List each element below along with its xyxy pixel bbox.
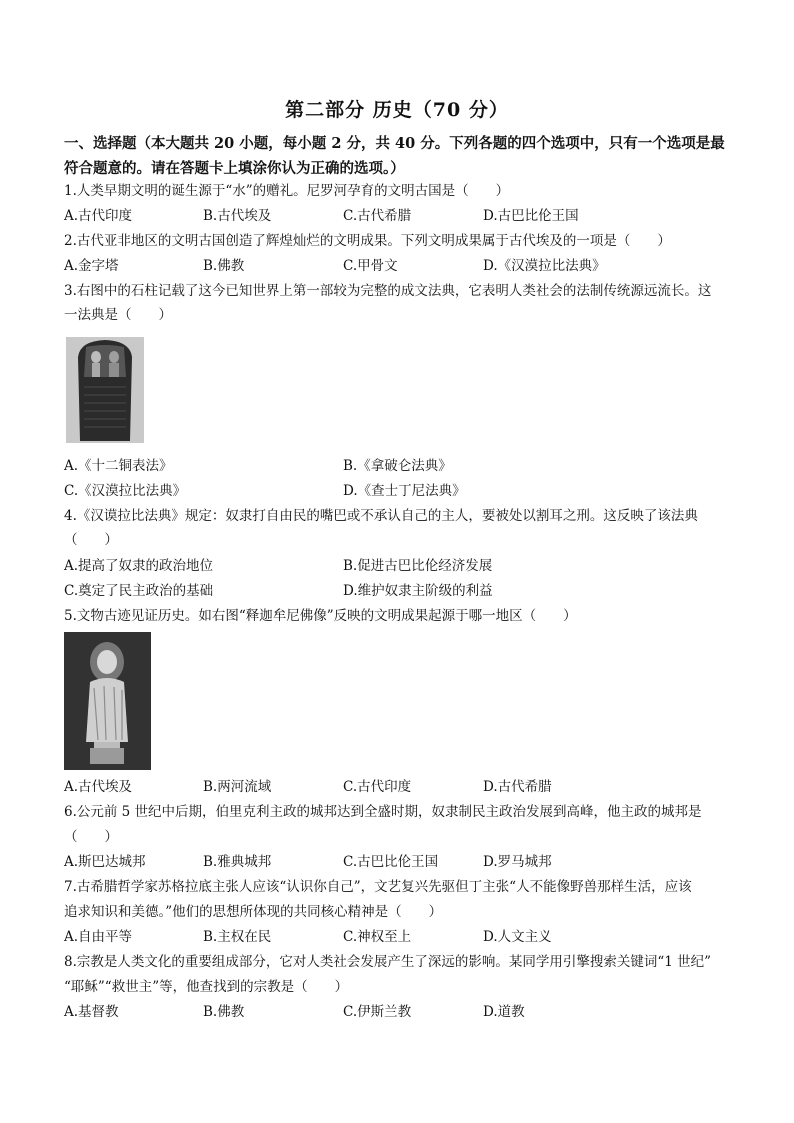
q8-option-c: C.伊斯兰教 [343,1004,412,1020]
question-6-text: 6.公元前 5 世纪中后期，伯里克利主政的城邦达到全盛时期，奴隶制民主政治发展到高峰，他主政的城邦是 [64,804,702,820]
q1-option-b: B.古代埃及 [203,208,272,224]
question-1-text: 1.人类早期文明的诞生源于“水”的赠礼。尼罗河孕育的文明古国是（ ） [64,183,510,199]
q1-option-d: D.古巴比伦王国 [483,208,579,224]
q4-option-c: C.奠定了民主政治的基础 [64,583,214,599]
q8-option-a: A.基督教 [64,1004,119,1020]
q2-option-a: A.金字塔 [64,258,119,274]
question-7-text-cont: 追求知识和美德。”他们的思想所体现的共同核心精神是（ ） [64,904,443,920]
q2-option-b: B.佛教 [203,258,245,274]
question-3-text-cont: 一法典是（ ） [64,307,172,323]
q7-option-a: A.自由平等 [64,929,133,945]
q3-option-c: C.《汉漠拉比法典》 [64,483,187,499]
q7-option-b: B.主权在民 [203,929,272,945]
buddha-statue-image [64,632,151,770]
question-8-text: 8.宗教是人类文化的重要组成部分，它对人类社会发展产生了深远的影响。某同学用引擎搜索关键词“1 世纪” [64,954,712,970]
q3-option-d: D.《查士丁尼法典》 [343,483,466,499]
q5-option-c: C.古代印度 [343,779,412,795]
q7-option-d: D.人文主义 [483,929,552,945]
q6-option-b: B.雅典城邦 [203,854,272,870]
section-heading: 一、选择题（本大题共 20 小题，每小题 2 分，共 40 分。下列各题的四个选项中，只有一个选项是最符合题意的。请在答题卡上填涂你认为正确的选项。） [64,135,725,177]
q4-option-d: D.维护奴隶主阶级的利益 [343,583,493,599]
q1-option-a: A.古代印度 [64,208,133,224]
q3-option-a: A.《十二铜表法》 [64,458,173,474]
hammurabi-stele-image [66,337,144,443]
q7-option-c: C.神权至上 [343,929,412,945]
q4-option-b: B.促进古巴比伦经济发展 [343,558,493,574]
q3-option-b: B.《拿破仑法典》 [343,458,452,474]
question-7-text: 7.古希腊哲学家苏格拉底主张人应该“认识你自己”，文艺复兴先驱但丁主张“人不能像野兽那样生活，应该 [64,879,692,895]
q1-option-c: C.古代希腊 [343,208,412,224]
q5-option-d: D.古代希腊 [483,779,552,795]
q6-option-a: A.斯巴达城邦 [64,854,146,870]
page-title: 第二部分 历史（70 分） [285,99,509,121]
question-4-text: 4.《汉谟拉比法典》规定：奴隶打自由民的嘴巴或不承认自己的主人，要被处以割耳之刑。这反映了该法典 [64,508,698,524]
question-3-text: 3.右图中的石柱记载了这今已知世界上第一部较为完整的成文法典，它表明人类社会的法制传统源远流长。这 [64,283,712,299]
q2-option-d: D.《汉漠拉比法典》 [483,258,606,274]
question-4-text-cont: （ ） [64,532,118,548]
q6-option-c: C.古巴比伦王国 [343,854,439,870]
question-2-text: 2.古代亚非地区的文明古国创造了辉煌灿烂的文明成果。下列文明成果属于古代埃及的一项是（ ） [64,233,671,249]
question-6-text-cont: （ ） [64,829,118,845]
q4-option-a: A.提高了奴隶的政治地位 [64,558,214,574]
q6-option-d: D.罗马城邦 [483,854,552,870]
q8-option-b: B.佛教 [203,1004,245,1020]
q2-option-c: C.甲骨文 [343,258,398,274]
q5-option-b: B.两河流域 [203,779,272,795]
question-8-text-cont: “耶稣”“救世主”等，他查找到的宗教是（ ） [64,979,349,995]
question-5-text: 5.文物古迹见证历史。如右图“释迦牟尼佛像”反映的文明成果起源于哪一地区（ ） [64,608,577,624]
q5-option-a: A.古代埃及 [64,779,133,795]
q8-option-d: D.道教 [483,1004,525,1020]
